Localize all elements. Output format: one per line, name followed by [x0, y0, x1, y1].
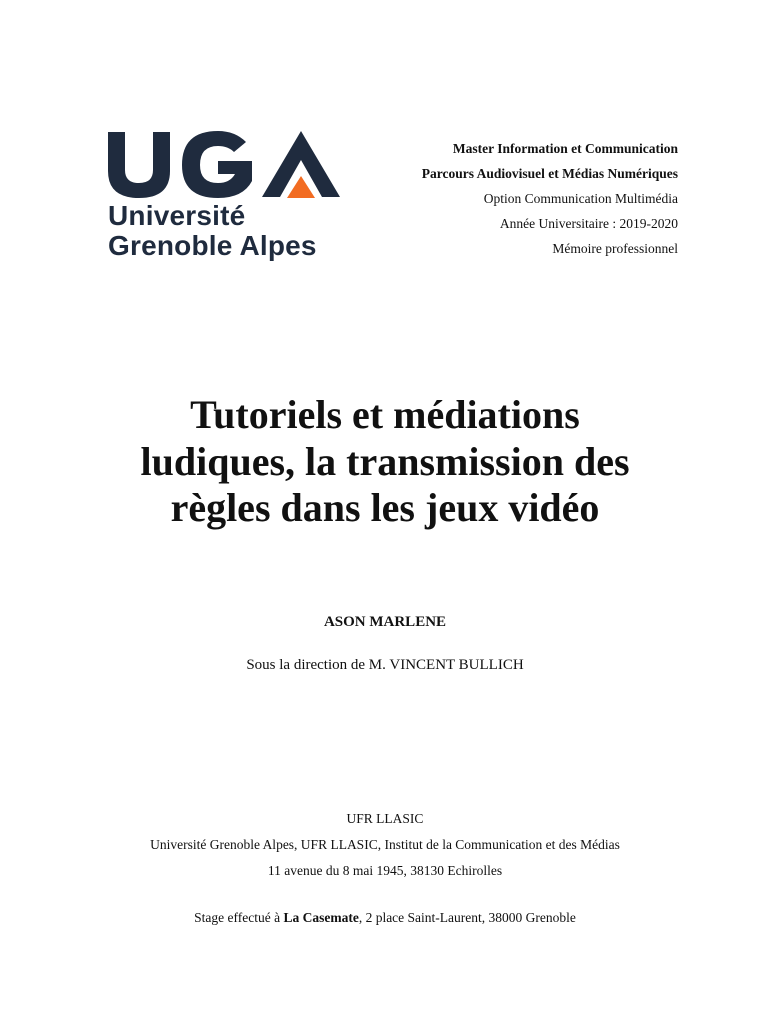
memoire-line: Mémoire professionnel — [552, 241, 678, 256]
supervisor-line: Sous la direction de M. VINCENT BULLICH — [246, 657, 524, 673]
document-title — [0, 392, 770, 532]
option-line: Option Communication Multimédia — [483, 191, 678, 206]
internship-prefix: Stage effectué à — [194, 910, 284, 925]
uga-logo — [106, 128, 346, 264]
author-name: ASON MARLENE — [323, 614, 447, 630]
title-line-2: ludiques, la transmission des — [140, 438, 630, 484]
ufr-line: UFR LLASIC — [346, 811, 424, 826]
master-line: Master Information et Communication — [452, 141, 678, 156]
logo-grenoble-label: Grenoble Alpes — [108, 230, 317, 261]
institution-block — [0, 806, 770, 884]
parcours-line: Parcours Audiovisuel et Médias Numériques — [421, 166, 678, 181]
internship-address: , 2 place Saint-Laurent, 38000 Grenoble — [358, 910, 576, 925]
internship-line — [0, 908, 770, 928]
program-info — [422, 136, 678, 261]
logo-university-label: Université — [108, 200, 246, 231]
uga-logo-mark — [106, 128, 346, 200]
title-line-3: règles dans les jeux vidéo — [170, 485, 600, 530]
university-line: Université Grenoble Alpes, UFR LLASIC, Institut de la Communication et des Médias — [150, 837, 620, 852]
address-line: 11 avenue du 8 mai 1945, 38130 Echirolles — [267, 863, 503, 878]
internship-place: La Casemate — [283, 910, 359, 925]
year-line: Année Universitaire : 2019-2020 — [499, 216, 678, 231]
title-line-1: Tutoriels et médiations — [190, 392, 580, 437]
